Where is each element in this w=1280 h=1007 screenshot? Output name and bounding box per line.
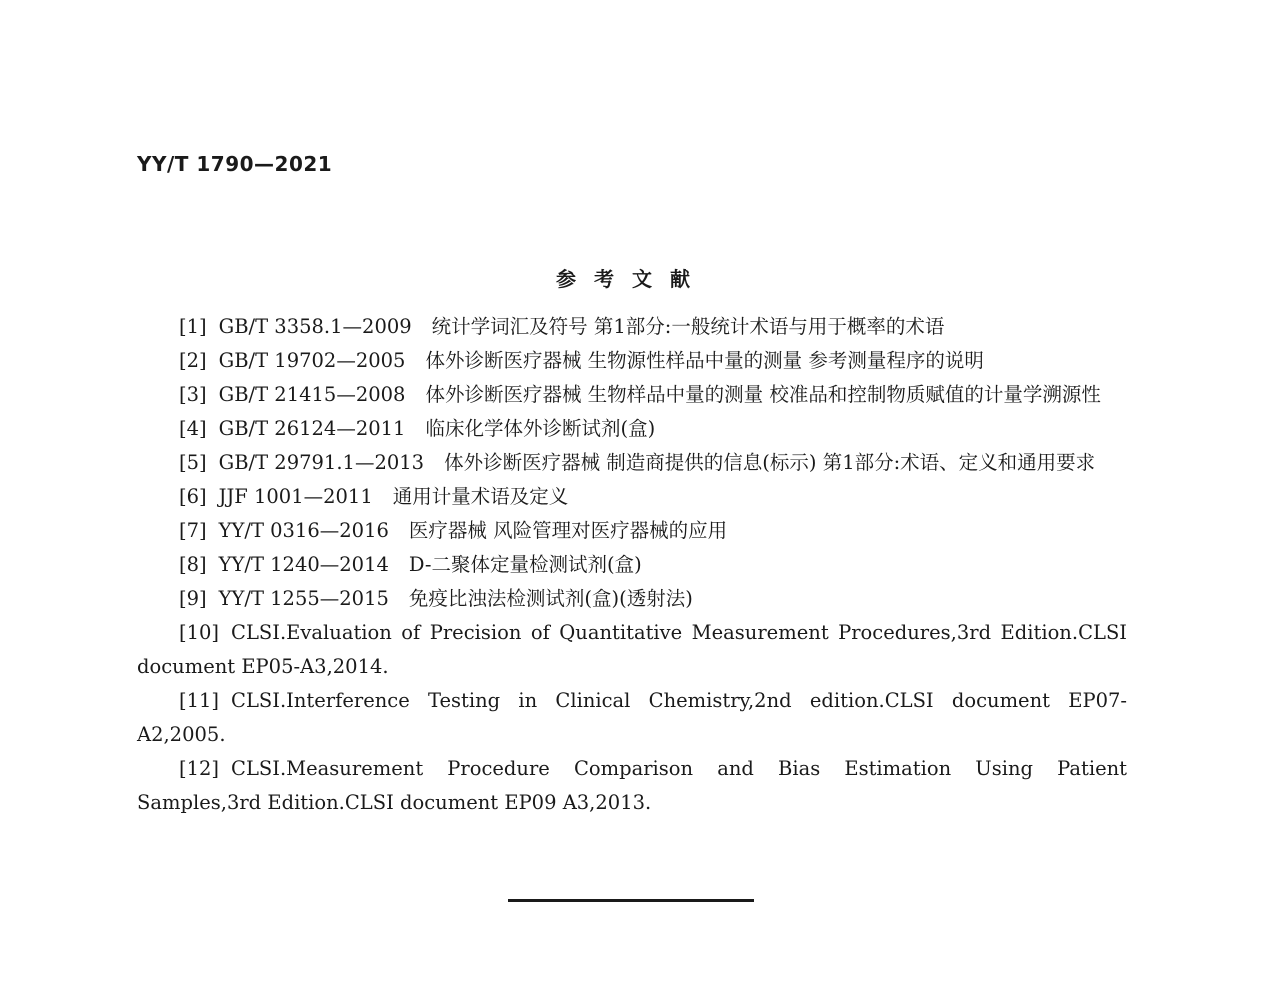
reference-item xyxy=(137,616,1127,684)
reference-title: 体外诊断医疗器械 生物样品中量的测量 校准品和控制物质赋值的计量学溯源性 xyxy=(425,383,1101,406)
reference-number: [2] xyxy=(179,349,207,372)
end-of-document-rule xyxy=(508,899,754,902)
reference-title: 医疗器械 风险管理对医疗器械的应用 xyxy=(408,519,728,542)
document-code: YY/T 1790—2021 xyxy=(137,152,333,176)
reference-list xyxy=(137,310,1127,820)
reference-number: [5] xyxy=(179,451,207,474)
reference-number: [12] xyxy=(179,757,220,780)
reference-code: GB/T 19702—2005 xyxy=(218,349,406,372)
reference-title: 免疫比浊法检测试剂(盒)(透射法) xyxy=(408,587,693,610)
reference-code: CLSI. xyxy=(231,621,287,644)
reference-number: [1] xyxy=(179,315,207,338)
reference-code: GB/T 3358.1—2009 xyxy=(218,315,412,338)
reference-code: YY/T 1240—2014 xyxy=(218,553,389,576)
reference-title: 临床化学体外诊断试剂(盒) xyxy=(425,417,656,440)
reference-number: [11] xyxy=(179,689,220,712)
reference-title: 通用计量术语及定义 xyxy=(392,485,569,508)
reference-code: GB/T 29791.1—2013 xyxy=(218,451,425,474)
reference-code: YY/T 0316—2016 xyxy=(218,519,389,542)
reference-code: GB/T 21415—2008 xyxy=(218,383,406,406)
reference-item xyxy=(137,310,1127,344)
reference-item xyxy=(137,548,1127,582)
reference-number: [9] xyxy=(179,587,207,610)
reference-item xyxy=(137,344,1127,378)
reference-item xyxy=(137,514,1127,548)
reference-number: [8] xyxy=(179,553,207,576)
reference-item xyxy=(137,412,1127,446)
reference-number: [3] xyxy=(179,383,207,406)
reference-title: Interference Testing in Clinical Chemistry,2nd edition.CLSI document EP07-A2,2005. xyxy=(137,689,1127,746)
reference-title: D-二聚体定量检测试剂(盒) xyxy=(408,553,642,576)
reference-number: [7] xyxy=(179,519,207,542)
reference-code: CLSI. xyxy=(231,689,287,712)
reference-item xyxy=(137,480,1127,514)
reference-item xyxy=(137,684,1127,752)
reference-item xyxy=(137,378,1127,412)
section-title: 参考文献 xyxy=(556,267,708,291)
reference-code: CLSI. xyxy=(231,757,287,780)
reference-code: JJF 1001—2011 xyxy=(218,485,373,508)
reference-item xyxy=(137,582,1127,616)
reference-item xyxy=(137,752,1127,820)
reference-number: [4] xyxy=(179,417,207,440)
reference-title: Evaluation of Precision of Quantitative Measurement Procedures,3rd Edition.CLSI document EP05-A3,2014. xyxy=(137,621,1127,678)
reference-title: 体外诊断医疗器械 制造商提供的信息(标示) 第1部分:术语、定义和通用要求 xyxy=(444,451,1096,474)
reference-code: YY/T 1255—2015 xyxy=(218,587,389,610)
reference-title: Measurement Procedure Comparison and Bias Estimation Using Patient Samples,3rd Edition.CLSI document EP09 A3,2013. xyxy=(137,757,1127,814)
reference-number: [6] xyxy=(179,485,207,508)
reference-title: 体外诊断医疗器械 生物源性样品中量的测量 参考测量程序的说明 xyxy=(425,349,984,372)
reference-code: GB/T 26124—2011 xyxy=(218,417,406,440)
reference-number: [10] xyxy=(179,621,220,644)
reference-item xyxy=(137,446,1127,480)
reference-title: 统计学词汇及符号 第1部分:一般统计术语与用于概率的术语 xyxy=(431,315,945,338)
